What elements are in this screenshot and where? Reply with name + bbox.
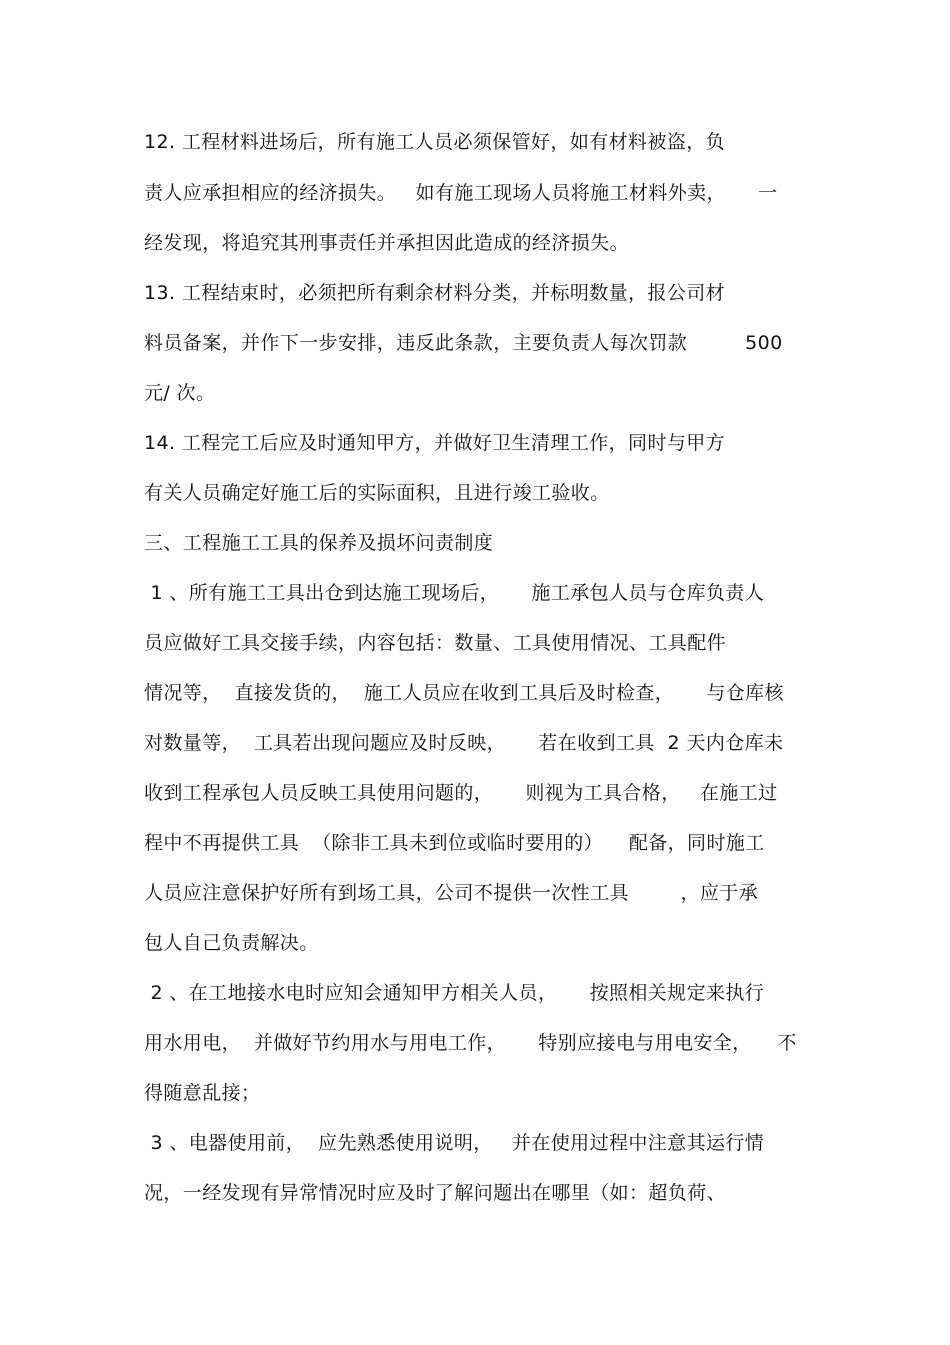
text-line: 13. 工程结束时，必须把所有剩余材料分类，并标明数量，报公司材 — [144, 282, 726, 304]
text-line: 人员应注意保护好所有到场工具，公司不提供一次性工具 ，应于承 — [144, 882, 759, 904]
text-line: 程中不再提供工具 （除非工具未到位或临时要用的） 配备，同时施工 — [144, 832, 765, 854]
text-line: 员应做好工具交接手续，内容包括：数量、工具使用情况、工具配件 — [144, 632, 727, 654]
text-line: 1 、所有施工工具出仓到达施工现场后， 施工承包人员与仓库负责人 — [144, 582, 765, 604]
text-line: 情况等， 直接发货的， 施工人员应在收到工具后及时检查， 与仓库核 — [144, 682, 784, 704]
text-line: 料员备案，并作下一步安排，违反此条款，主要负责人每次罚款 500 — [144, 332, 783, 354]
text-line: 有关人员确定好施工后的实际面积，且进行竣工验收。 — [144, 482, 610, 504]
section-heading: 三、工程施工工具的保养及损坏问责制度 — [144, 532, 494, 554]
text-line: 对数量等， 工具若出现问题应及时反映， 若在收到工具 2 天内仓库未 — [144, 732, 784, 754]
text-line: 况，一经发现有异常情况时应及时了解问题出在哪里（如：超负荷、 — [144, 1182, 727, 1204]
text-line: 收到工程承包人员反映工具使用问题的， 则视为工具合格， 在施工过 — [144, 782, 778, 804]
text-line: 得随意乱接； — [144, 1082, 261, 1104]
text-line: 14. 工程完工后应及时通知甲方，并做好卫生清理工作，同时与甲方 — [144, 432, 726, 454]
text-line: 2 、在工地接水电时应知会通知甲方相关人员， 按照相关规定来执行 — [144, 982, 765, 1004]
text-line: 用水用电， 并做好节约用水与用电工作， 特别应接电与用电安全， 不 — [144, 1032, 797, 1054]
text-line: 责人应承担相应的经济损失。 如有施工现场人员将施工材料外卖， 一 — [144, 182, 778, 204]
text-line: 经发现，将追究其刑事责任并承担因此造成的经济损失。 — [144, 232, 630, 254]
text-line: 12. 工程材料进场后，所有施工人员必须保管好，如有材料被盗，负 — [144, 131, 726, 153]
text-line: 元/ 次。 — [144, 382, 216, 404]
text-line: 包人自己负责解决。 — [144, 932, 319, 954]
text-line: 3 、电器使用前， 应先熟悉使用说明， 并在使用过程中注意其运行情 — [144, 1132, 765, 1154]
